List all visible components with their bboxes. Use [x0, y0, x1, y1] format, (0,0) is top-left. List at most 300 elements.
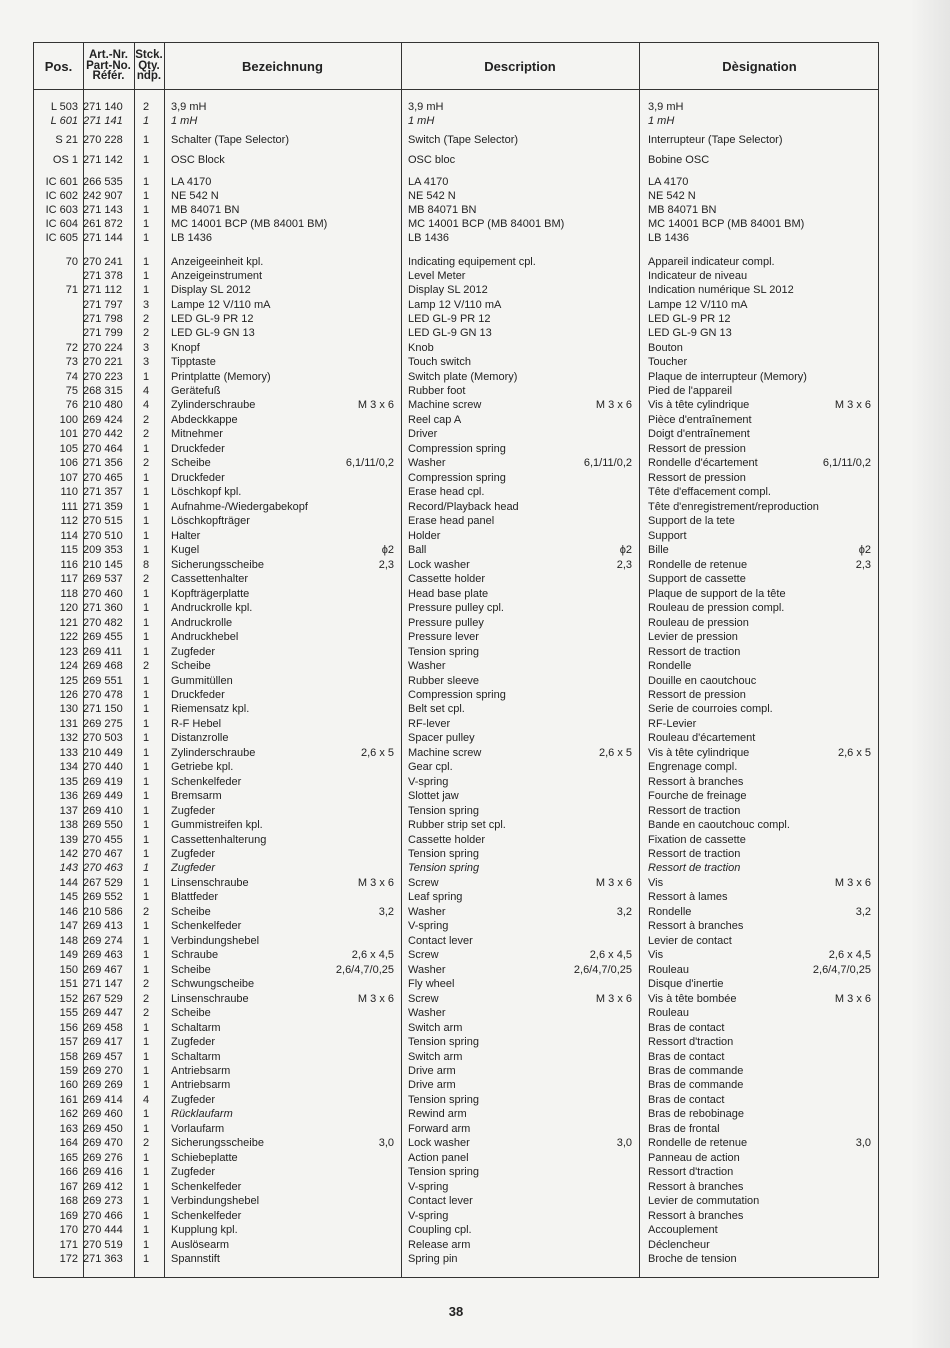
row-spec: M 3 x 6 — [595, 399, 632, 411]
row-quantity: 1 — [142, 646, 150, 658]
row-quantity: 1 — [142, 154, 150, 166]
row-quantity: 3 — [142, 299, 150, 311]
row-bezeichnung: Zugfeder — [171, 1036, 216, 1048]
row-position: 130 — [59, 703, 78, 715]
row-bezeichnung: Schiebeplatte — [171, 1152, 238, 1164]
row-bezeichnung: Linsenschraube — [171, 993, 249, 1005]
row-description: Drive arm — [408, 1065, 456, 1077]
row-part-number: 269 417 — [83, 1036, 123, 1048]
row-position: 135 — [59, 776, 78, 788]
row-designation: Bras de contact — [648, 1094, 725, 1106]
row-bezeichnung: Andruckhebel — [171, 631, 239, 643]
row-description: Knob — [408, 342, 434, 354]
row-designation: Bras de rebobinage — [648, 1108, 745, 1120]
row-position: L 503 — [50, 101, 78, 113]
row-designation: 3,9 mH — [648, 101, 684, 113]
row-designation: Ressort d'traction — [648, 1036, 734, 1048]
row-position: 170 — [59, 1224, 78, 1236]
row-position: IC 604 — [45, 218, 78, 230]
row-position: 168 — [59, 1195, 78, 1207]
row-bezeichnung: Schaltarm — [171, 1051, 221, 1063]
row-bezeichnung: Distanzrolle — [171, 732, 229, 744]
row-description: Switch (Tape Selector) — [408, 134, 519, 146]
row-position: 152 — [59, 993, 78, 1005]
row-part-number: 270 463 — [83, 862, 123, 874]
row-position: 169 — [59, 1210, 78, 1222]
row-designation: Interrupteur (Tape Selector) — [648, 134, 783, 146]
row-designation: Vis à tête bombée — [648, 993, 737, 1005]
row-quantity: 1 — [142, 544, 150, 556]
row-position: 171 — [59, 1239, 78, 1251]
row-designation: Engrenage compl. — [648, 761, 738, 773]
row-position: 120 — [59, 602, 78, 614]
row-quantity: 2 — [142, 573, 150, 585]
row-description: Screw — [408, 949, 439, 961]
row-description: V-spring — [408, 776, 449, 788]
row-position: IC 601 — [45, 176, 78, 188]
row-designation: Bras de contact — [648, 1022, 725, 1034]
row-bezeichnung: LB 1436 — [171, 232, 212, 244]
row-part-number: 269 275 — [83, 718, 123, 730]
row-description: Spacer pulley — [408, 732, 475, 744]
row-part-number: 269 455 — [83, 631, 123, 643]
row-bezeichnung: Druckfeder — [171, 443, 225, 455]
row-bezeichnung: Knopf — [171, 342, 200, 354]
row-description: Forward arm — [408, 1123, 471, 1135]
row-part-number: 270 467 — [83, 848, 123, 860]
row-bezeichnung: Löschkopfträger — [171, 515, 250, 527]
row-bezeichnung: LA 4170 — [171, 176, 212, 188]
row-part-number: 270 228 — [83, 134, 123, 146]
row-position: 75 — [65, 385, 78, 397]
row-part-number: 270 223 — [83, 371, 123, 383]
row-description: Erase head cpl. — [408, 486, 485, 498]
row-quantity: 1 — [142, 761, 150, 773]
row-part-number: 269 414 — [83, 1094, 123, 1106]
row-bezeichnung: Abdeckkappe — [171, 414, 238, 426]
row-part-number: 271 356 — [83, 457, 123, 469]
row-part-number: 270 440 — [83, 761, 123, 773]
row-bezeichnung: Zylinderschraube — [171, 399, 256, 411]
row-description: Record/Playback head — [408, 501, 519, 513]
row-bezeichnung: Spannstift — [171, 1253, 220, 1265]
row-designation: NE 542 N — [648, 190, 696, 202]
row-designation: Vis à tête cylindrique — [648, 747, 750, 759]
row-part-number: 269 467 — [83, 964, 123, 976]
row-bezeichnung: LED GL-9 GN 13 — [171, 327, 255, 339]
row-position: OS 1 — [52, 154, 78, 166]
row-part-number: 242 907 — [83, 190, 123, 202]
row-description: RF-lever — [408, 718, 451, 730]
row-designation: Ressort de traction — [648, 862, 741, 874]
row-bezeichnung: Scheibe — [171, 457, 211, 469]
row-bezeichnung: Schalter (Tape Selector) — [171, 134, 289, 146]
row-part-number: 270 464 — [83, 443, 123, 455]
row-part-number: 270 241 — [83, 256, 123, 268]
row-spec: 2,3 — [855, 559, 871, 571]
page-edge-shadow — [910, 0, 950, 1348]
row-designation: Indication numérique SL 2012 — [648, 284, 794, 296]
row-bezeichnung: OSC Block — [171, 154, 225, 166]
row-description: Pressure pulley — [408, 617, 484, 629]
row-description: Machine screw — [408, 747, 482, 759]
row-position: 122 — [59, 631, 78, 643]
row-part-number: 268 315 — [83, 385, 123, 397]
row-description: Lock washer — [408, 1137, 470, 1149]
row-bezeichnung: Scheibe — [171, 1007, 211, 1019]
row-part-number: 271 150 — [83, 703, 123, 715]
row-designation: Fourche de freinage — [648, 790, 747, 802]
row-description: Gear cpl. — [408, 761, 453, 773]
row-spec: M 3 x 6 — [595, 993, 632, 1005]
row-part-number: 270 444 — [83, 1224, 123, 1236]
row-description: LA 4170 — [408, 176, 449, 188]
row-spec: M 3 x 6 — [357, 993, 394, 1005]
row-quantity: 4 — [142, 399, 150, 411]
row-bezeichnung: MC 14001 BCP (MB 84001 BM) — [171, 218, 328, 230]
row-designation: Ressort à lames — [648, 891, 728, 903]
row-designation: Rouleau de pression — [648, 617, 749, 629]
row-position: 73 — [65, 356, 78, 368]
row-position: 157 — [59, 1036, 78, 1048]
row-part-number: 269 457 — [83, 1051, 123, 1063]
row-part-number: 270 519 — [83, 1239, 123, 1251]
header-designation: Dèsignation — [722, 58, 797, 74]
row-description: Cassette holder — [408, 834, 486, 846]
row-part-number: 269 463 — [83, 949, 123, 961]
header-qty-de: Stck. — [135, 49, 163, 62]
row-description: Fly wheel — [408, 978, 455, 990]
row-designation: Rouleau d'écartement — [648, 732, 756, 744]
row-quantity: 1 — [142, 776, 150, 788]
row-designation: Rondelle — [648, 660, 692, 672]
row-position: 117 — [60, 573, 78, 585]
row-bezeichnung: 3,9 mH — [171, 101, 207, 113]
row-position: 161 — [59, 1094, 78, 1106]
row-position: 147 — [59, 920, 78, 932]
row-quantity: 1 — [142, 790, 150, 802]
row-quantity: 1 — [142, 1195, 150, 1207]
column-divider — [164, 43, 165, 1277]
row-quantity: 2 — [142, 428, 150, 440]
row-part-number: 210 586 — [83, 906, 123, 918]
row-quantity: 4 — [142, 1094, 150, 1106]
row-position: 70 — [65, 256, 78, 268]
row-spec: 6,1/11/0,2 — [822, 457, 871, 469]
row-quantity: 1 — [142, 1051, 150, 1063]
row-quantity: 1 — [142, 486, 150, 498]
row-part-number: 271 142 — [83, 154, 123, 166]
row-part-number: 270 482 — [83, 617, 123, 629]
row-quantity: 1 — [142, 284, 150, 296]
row-designation: Vis à tête cylindrique — [648, 399, 750, 411]
row-designation: Rondelle d'écartement — [648, 457, 758, 469]
row-description: Switch plate (Memory) — [408, 371, 518, 383]
row-description: Erase head panel — [408, 515, 495, 527]
page-number: 38 — [448, 1304, 464, 1319]
row-position: 115 — [60, 544, 78, 556]
row-designation: Rouleau de pression compl. — [648, 602, 785, 614]
row-position: 149 — [59, 949, 78, 961]
row-designation: Bouton — [648, 342, 683, 354]
header-description: Description — [484, 58, 556, 74]
row-description: Belt set cpl. — [408, 703, 465, 715]
row-quantity: 1 — [142, 964, 150, 976]
row-bezeichnung: Schenkelfeder — [171, 776, 242, 788]
row-quantity: 1 — [142, 1065, 150, 1077]
row-description: Washer — [408, 906, 446, 918]
column-divider — [401, 43, 402, 1277]
row-position: 148 — [59, 935, 78, 947]
row-quantity: 1 — [142, 675, 150, 687]
row-spec: 3,0 — [855, 1137, 871, 1149]
row-quantity: 2 — [142, 101, 150, 113]
row-description: 1 mH — [408, 115, 435, 127]
row-quantity: 1 — [142, 1181, 150, 1193]
row-description: Coupling cpl. — [408, 1224, 472, 1236]
row-spec: 2,6 x 5 — [360, 747, 394, 759]
row-quantity: 1 — [142, 256, 150, 268]
row-position: 124 — [59, 660, 78, 672]
row-designation: Rondelle — [648, 906, 692, 918]
row-description: Tension spring — [408, 1036, 479, 1048]
row-description: Switch arm — [408, 1051, 463, 1063]
row-spec: ϕ2 — [381, 544, 394, 556]
row-spec: M 3 x 6 — [834, 993, 871, 1005]
row-part-number: 269 274 — [83, 935, 123, 947]
row-position: 110 — [60, 486, 78, 498]
row-description: LED GL-9 GN 13 — [408, 327, 492, 339]
row-description: Release arm — [408, 1239, 471, 1251]
row-designation: Lampe 12 V/110 mA — [648, 299, 748, 311]
header-pos: Pos. — [44, 58, 73, 74]
row-bezeichnung: MB 84071 BN — [171, 204, 240, 216]
row-quantity: 1 — [142, 472, 150, 484]
row-bezeichnung: Riemensatz kpl. — [171, 703, 250, 715]
row-quantity: 1 — [142, 190, 150, 202]
row-quantity: 1 — [142, 718, 150, 730]
row-description: Screw — [408, 993, 439, 1005]
row-quantity: 1 — [142, 805, 150, 817]
row-position: 144 — [59, 877, 78, 889]
row-spec: 2,6 x 4,5 — [589, 949, 632, 961]
row-quantity: 1 — [142, 1022, 150, 1034]
row-quantity: 2 — [142, 457, 150, 469]
row-quantity: 1 — [142, 689, 150, 701]
row-designation: Ressort de traction — [648, 805, 741, 817]
row-designation: Serie de courroies compl. — [648, 703, 773, 715]
row-description: Tension spring — [408, 646, 479, 658]
row-quantity: 1 — [142, 602, 150, 614]
row-position: IC 605 — [45, 232, 78, 244]
row-part-number: 271 140 — [83, 101, 123, 113]
row-spec: 3,2 — [855, 906, 871, 918]
row-bezeichnung: Blattfeder — [171, 891, 219, 903]
row-designation: Ressort à branches — [648, 920, 744, 932]
row-position: 158 — [59, 1051, 78, 1063]
row-designation: Ressort d'traction — [648, 1166, 734, 1178]
row-position: 114 — [60, 530, 78, 542]
row-part-number: 269 270 — [83, 1065, 123, 1077]
row-part-number: 269 552 — [83, 891, 123, 903]
row-bezeichnung: Anzeigeeinheit kpl. — [171, 256, 264, 268]
row-quantity: 1 — [142, 1210, 150, 1222]
row-part-number: 270 510 — [83, 530, 123, 542]
row-part-number: 270 465 — [83, 472, 123, 484]
row-bezeichnung: Gerätefuß — [171, 385, 221, 397]
row-description: Action panel — [408, 1152, 469, 1164]
row-designation: RF-Levier — [648, 718, 697, 730]
row-bezeichnung: Kopfträgerplatte — [171, 588, 250, 600]
row-position: 105 — [59, 443, 78, 455]
row-part-number: 269 470 — [83, 1137, 123, 1149]
row-designation: Support de cassette — [648, 573, 746, 585]
row-position: 101 — [59, 428, 78, 440]
row-part-number: 269 269 — [83, 1079, 123, 1091]
row-designation: Rondelle de retenue — [648, 1137, 748, 1149]
row-designation: Toucher — [648, 356, 688, 368]
row-designation: Bras de frontal — [648, 1123, 720, 1135]
row-part-number: 271 799 — [83, 327, 123, 339]
row-description: Washer — [408, 964, 446, 976]
row-spec: 3,2 — [378, 906, 394, 918]
row-spec: 3,0 — [378, 1137, 394, 1149]
row-description: Tension spring — [408, 1166, 479, 1178]
row-bezeichnung: Rücklaufarm — [171, 1108, 233, 1120]
row-description: Contact lever — [408, 1195, 473, 1207]
row-position: 156 — [59, 1022, 78, 1034]
row-description: Tension spring — [408, 862, 480, 874]
row-part-number: 271 798 — [83, 313, 123, 325]
row-designation: Bras de contact — [648, 1051, 725, 1063]
row-quantity: 2 — [142, 660, 150, 672]
row-position: 136 — [59, 790, 78, 802]
row-designation: Bras de commande — [648, 1079, 744, 1091]
row-spec: 6,1/11/0,2 — [583, 457, 632, 469]
row-description: NE 542 N — [408, 190, 456, 202]
row-bezeichnung: Auslösearm — [171, 1239, 230, 1251]
row-part-number: 267 529 — [83, 877, 123, 889]
row-description: Indicating equipement cpl. — [408, 256, 536, 268]
row-bezeichnung: Druckfeder — [171, 689, 225, 701]
row-designation: Broche de tension — [648, 1253, 737, 1265]
row-part-number: 270 503 — [83, 732, 123, 744]
row-spec: M 3 x 6 — [834, 877, 871, 889]
row-bezeichnung: Scheibe — [171, 660, 211, 672]
row-spec: M 3 x 6 — [357, 877, 394, 889]
row-position: 137 — [59, 805, 78, 817]
row-bezeichnung: Löschkopf kpl. — [171, 486, 242, 498]
row-bezeichnung: Bremsarm — [171, 790, 222, 802]
row-designation: LA 4170 — [648, 176, 689, 188]
row-quantity: 2 — [142, 327, 150, 339]
row-description: Holder — [408, 530, 441, 542]
row-designation: Levier de contact — [648, 935, 732, 947]
row-description: LED GL-9 PR 12 — [408, 313, 491, 325]
row-quantity: 2 — [142, 313, 150, 325]
parts-table — [33, 42, 879, 1278]
row-bezeichnung: Kugel — [171, 544, 200, 556]
row-part-number: 266 535 — [83, 176, 123, 188]
row-position: 146 — [59, 906, 78, 918]
row-part-number: 269 424 — [83, 414, 123, 426]
row-bezeichnung: Gummitüllen — [171, 675, 233, 687]
row-spec: 2,6/4,7/0,25 — [812, 964, 871, 976]
row-part-number: 271 147 — [83, 978, 123, 990]
row-bezeichnung: Mitnehmer — [171, 428, 223, 440]
row-bezeichnung: Zylinderschraube — [171, 747, 256, 759]
header-qty-en: Qty. — [138, 59, 160, 72]
row-part-number: 269 450 — [83, 1123, 123, 1135]
row-part-number: 269 447 — [83, 1007, 123, 1019]
row-description: Compression spring — [408, 443, 506, 455]
row-description: Rubber foot — [408, 385, 466, 397]
row-part-number: 271 143 — [83, 204, 123, 216]
row-part-number: 270 224 — [83, 342, 123, 354]
row-part-number: 261 872 — [83, 218, 123, 230]
row-part-number: 269 537 — [83, 573, 123, 585]
row-position: 76 — [65, 399, 78, 411]
row-description: Head base plate — [408, 588, 489, 600]
row-position: 167 — [59, 1181, 78, 1193]
row-designation: Ressort de traction — [648, 646, 741, 658]
row-bezeichnung: Schaltarm — [171, 1022, 221, 1034]
row-designation: Bras de commande — [648, 1065, 744, 1077]
row-part-number: 269 276 — [83, 1152, 123, 1164]
row-part-number: 270 460 — [83, 588, 123, 600]
row-bezeichnung: Verbindungshebel — [171, 1195, 260, 1207]
row-designation: Plaque de support de la tête — [648, 588, 786, 600]
row-spec: 6,1/11/0,2 — [345, 457, 394, 469]
row-spec: M 3 x 6 — [595, 877, 632, 889]
row-designation: Levier de pression — [648, 631, 738, 643]
column-divider — [639, 43, 640, 1277]
row-quantity: 1 — [142, 891, 150, 903]
row-description: OSC bloc — [408, 154, 456, 166]
row-bezeichnung: R-F Hebel — [171, 718, 222, 730]
row-part-number: 271 357 — [83, 486, 123, 498]
row-bezeichnung: Schenkelfeder — [171, 1181, 242, 1193]
header-artnr-de: Art.-Nr. — [89, 49, 128, 62]
row-designation: Ressort de pression — [648, 472, 746, 484]
row-quantity: 1 — [142, 1152, 150, 1164]
row-bezeichnung: Cassettenhalterung — [171, 834, 267, 846]
row-quantity: 2 — [142, 993, 150, 1005]
row-bezeichnung: Scheibe — [171, 906, 211, 918]
header-divider — [34, 89, 878, 90]
row-bezeichnung: Getriebe kpl. — [171, 761, 234, 773]
header-qty — [134, 43, 164, 89]
row-designation: Disque d'inertie — [648, 978, 724, 990]
row-bezeichnung: Sicherungsscheibe — [171, 1137, 264, 1149]
row-bezeichnung: Kupplung kpl. — [171, 1224, 238, 1236]
row-designation: Ressort de pression — [648, 443, 746, 455]
row-description: Slottet jaw — [408, 790, 459, 802]
row-designation: Panneau de action — [648, 1152, 740, 1164]
row-position: L 601 — [50, 115, 78, 127]
row-description: Switch arm — [408, 1022, 463, 1034]
row-part-number: 271 112 — [83, 284, 122, 296]
row-part-number: 271 797 — [83, 299, 123, 311]
row-spec: 2,6/4,7/0,25 — [335, 964, 394, 976]
row-designation: Bande en caoutchouc compl. — [648, 819, 790, 831]
row-position: 159 — [59, 1065, 78, 1077]
row-spec: 2,6 x 4,5 — [828, 949, 871, 961]
row-quantity: 1 — [142, 530, 150, 542]
row-quantity: 1 — [142, 631, 150, 643]
row-bezeichnung: Zugfeder — [171, 1094, 216, 1106]
row-bezeichnung: Scheibe — [171, 964, 211, 976]
